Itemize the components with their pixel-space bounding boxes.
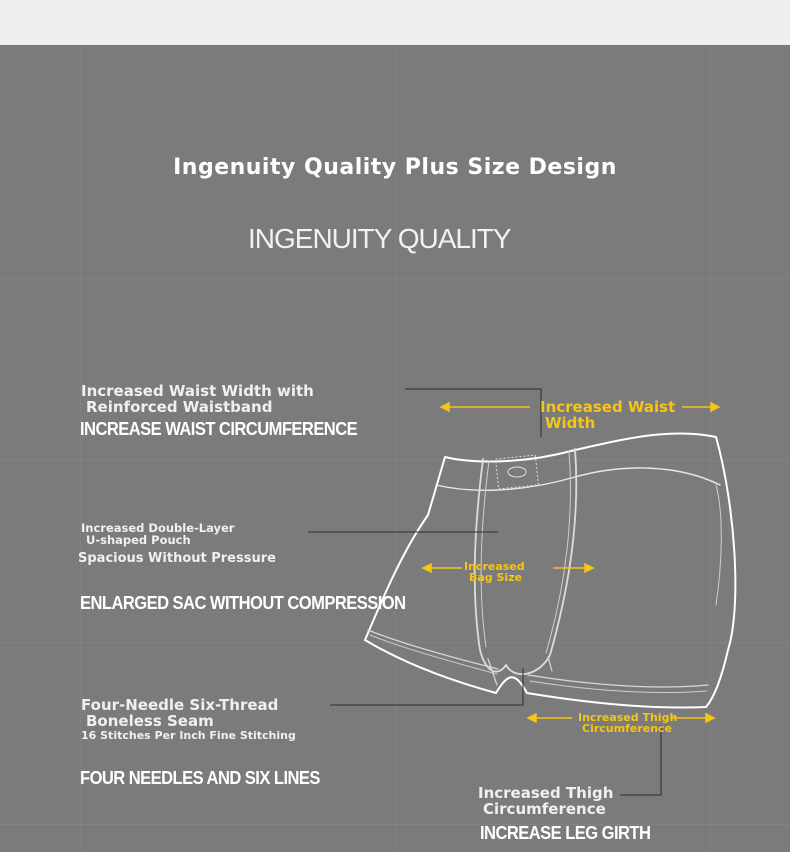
waist-feature-title-line2: Reinforced Waistband <box>86 398 273 416</box>
thigh-circumference-label-line1: Increased Thigh <box>578 711 678 724</box>
bag-size-label-line2: Bag Size <box>469 571 523 584</box>
thigh-feature-title-line1: Increased Thigh <box>478 784 614 802</box>
waist-feature-caption: INCREASE WAIST CIRCUMFERENCE <box>80 419 358 439</box>
waist-feature-title-line1: Increased Waist Width with <box>81 382 314 400</box>
seam-feature-title-line2: Boneless Seam <box>86 712 214 730</box>
seam-feature-title-line1: Four-Needle Six-Thread <box>81 696 279 714</box>
waistband-seam <box>436 468 720 490</box>
side-seam <box>716 485 721 605</box>
seam-feature-caption: FOUR NEEDLES AND SIX LINES <box>80 768 320 788</box>
top-bar <box>0 0 790 45</box>
pouch-feature-title-line2: U-shaped Pouch <box>86 533 191 547</box>
seam-feature-title-line3: 16 Stitches Per Inch Fine Stitching <box>81 729 296 742</box>
thigh-circumference-label-line2: Circumference <box>582 722 673 735</box>
pouch-feature-caption: ENLARGED SAC WITHOUT COMPRESSION <box>80 593 406 613</box>
thigh-feature-caption: INCREASE LEG GIRTH <box>480 823 651 843</box>
waist-connector <box>405 389 541 437</box>
page-subtitle: INGENUITY QUALITY <box>248 223 511 254</box>
thigh-feature-title-line2: Circumference <box>483 800 606 818</box>
pouch-feature-title-line1: Increased Double-Layer <box>81 521 235 535</box>
thigh-connector <box>620 725 661 795</box>
page-title: Ingenuity Quality Plus Size Design <box>173 155 617 180</box>
waist-width-label-line1: Increased Waist <box>540 398 676 416</box>
waist-width-label-line2: Width <box>545 414 596 432</box>
product-feature-panel <box>0 45 790 852</box>
pouch-feature-title-line3: Spacious Without Pressure <box>78 551 276 566</box>
bag-size-label-line1: Increased <box>464 560 525 573</box>
